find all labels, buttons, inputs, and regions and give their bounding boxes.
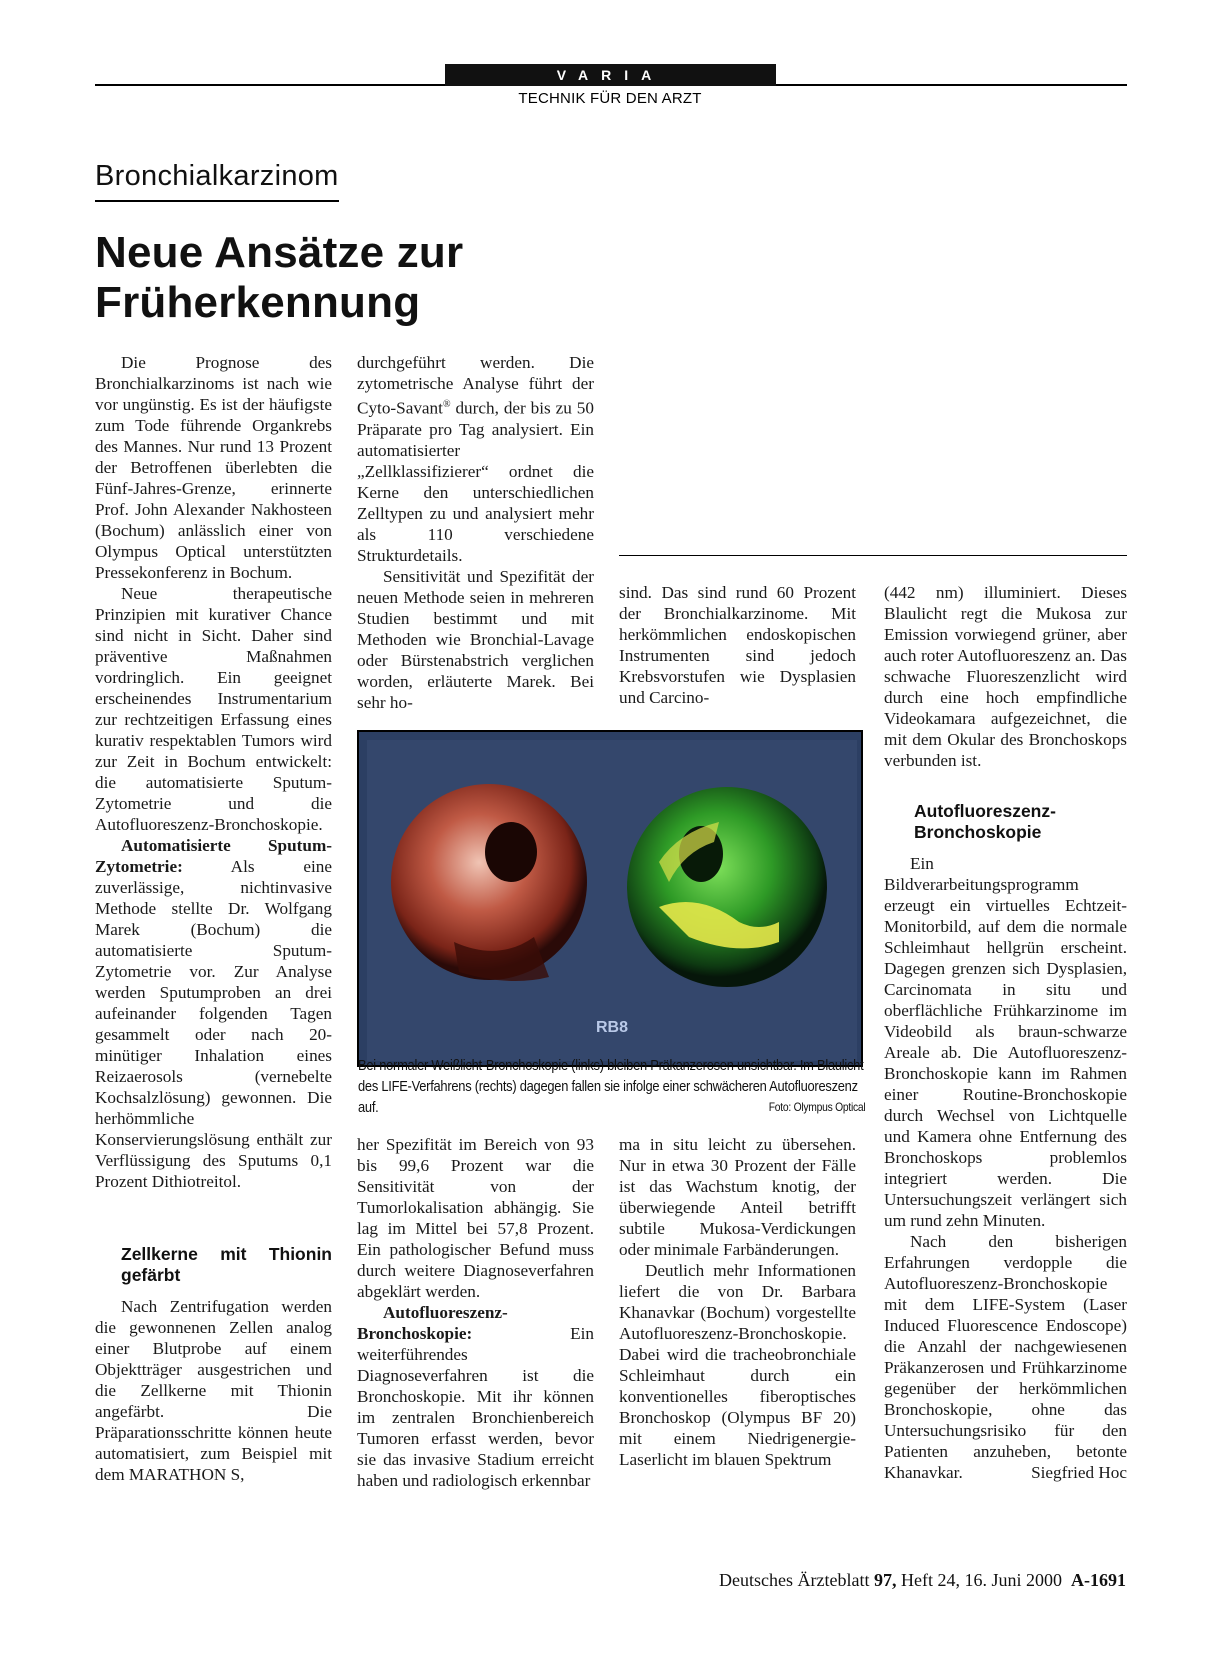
page-footer <box>719 1570 1126 1591</box>
section-label: VARIA <box>445 64 776 86</box>
volume: 97, <box>874 1570 897 1590</box>
paragraph: ma in situ leicht zu übersehen. Nur in etwa 30 Prozent der Fälle ist das Wachstum knotig, der überwiegende Anteil betrifft subtile Mukosa-Verdickungen oder minimale Farbänderungen. <box>619 1135 856 1259</box>
author: Siegfried Hoc <box>1031 1463 1127 1482</box>
column-1 <box>95 352 332 1485</box>
run-in-heading: Automatisierte Sputum-Zytometrie: <box>95 836 332 876</box>
column-2-top <box>357 352 594 713</box>
page-number: A-1691 <box>1071 1570 1126 1590</box>
paragraph: Ein Bildverarbeitungsprogramm erzeugt ein virtuelles Echtzeit-Monitorbild, auf dem die normale Schleimhaut hellgrün erscheint. Dagegen grenzen sich Dysplasien, Carcinomata in situ und oberflächliche Frühkarzinome im Videobild als braun-schwarze Areale ab. Die Autofluoreszenz-Bronchoskopie kann im Rahmen einer Routine-Bronchoskopie durch Wechsel von Lichtquelle und Kamera ohne Entfernung des Bronchoskops problemlos integriert werden. Die Untersuchungszeit verlängert sich um rund zehn Minuten. <box>884 854 1127 1230</box>
figure-label: RB8 <box>595 1019 629 1036</box>
issue-date: Heft 24, 16. Juni 2000 <box>896 1570 1062 1590</box>
journal-name: Deutsches Ärzteblatt <box>719 1570 874 1590</box>
photo-credit: Foto: Olympus Optical <box>768 1100 866 1114</box>
paragraph <box>95 835 332 1192</box>
paragraph-text: Als eine zuverlässige, nichtinvasive Methode stellte Dr. Wolfgang Marek (Bochum) die automatisierte Sputum-Zytometrie vor. Zur Analyse werden Sputumproben an drei aufeinander folgenden Tagen gesammelt oder nach 20-minütiger Inhalation eines Reizaerosols (vernebelte Kochsalzlösung) gewonnen. Die herhömmliche Konservierungslösung enthält zur Verflüssigung des Sputums 0,1 Prozent Dithiotreitol. <box>95 857 332 1191</box>
autofluorescence-view <box>627 787 827 987</box>
article-kicker: Bronchialkarzinom <box>95 160 339 192</box>
paragraph: sind. Das sind rund 60 Prozent der Bronchialkarzinome. Mit herkömmlichen endoskopischen Instrumenten sind jedoch Krebsvorstufen wie Dysplasien und Carcino- <box>619 583 856 707</box>
paragraph: Nach den bisherigen Erfahrungen verdopple die Autofluoreszenz-Bronchoskopie mit dem LIFE-System (Laser Induced Fluorescence Endoscope) die Anzahl der nachgewiesenen Präkanzerosen und Frühkarzinome gegenüber der herkömmlichen Bronchoskopie, ohne das Untersuchungsrisiko für den Patienten anzuheben, betonte Khanavkar. Siegfried Hoc <box>884 1232 1127 1482</box>
paragraph: Die Prognose des Bronchialkarzinoms ist nach wie vor ungünstig. Es ist der häufigste zum Tode führende Organkrebs des Mannes. Nur rund 13 Prozent der Betroffenen überlebten die Fünf-Jahres-Grenze, erinnerte Prof. John Alexander Nakhosteen (Bochum) anlässlich einer von Olympus Optical unterstützten Pressekonferenz in Bochum. <box>95 353 332 582</box>
paragraph: Neue therapeutische Prinzipien mit kurativer Chance sind nicht in Sicht. Daher sind präventive Maßnahmen vordringlich. Ein geeignet erscheinendes Instrumentarium zur rechtzeitigen Erfassung eines kurativ respektablen Tumors wird zur Zeit in Bochum entwickelt: die automatisierte Sputum-Zytometrie und die Autofluoreszenz-Bronchoskopie. <box>95 584 332 834</box>
column-3-top <box>619 582 856 708</box>
white-light-view <box>391 784 587 980</box>
paragraph: Nach Zentrifugation werden die gewonnenen Zellen analog einer Blutprobe auf einem Objektträger ausgestrichen und die Zellkerne mit Thionin angefärbt. Die Präparationsschritte können heute automatisiert, zum Beispiel mit dem MARATHON S, <box>95 1297 332 1484</box>
run-in-heading: Autofluoreszenz-Bronchoskopie: <box>357 1303 508 1343</box>
subsection-label: TECHNIK FÜR DEN ARZT <box>518 90 702 107</box>
paragraph: Deutlich mehr Informationen liefert die von Dr. Barbara Khanavkar (Bochum) vorgestellte Autofluoreszenz-Bronchoskopie. Dabei wird die tracheobronchiale Schleimhaut durch ein konventionelles fiberoptisches Bronchoskop (Olympus BF 20) mit einem Niedrigenergie-Laserlicht im blauen Spektrum <box>619 1261 856 1469</box>
title-line-1: Neue Ansätze zur <box>95 228 464 277</box>
section-heading: Zellkerne mit Thionin gefärbt <box>121 1244 332 1285</box>
title-line-2: Früherkennung <box>95 278 421 327</box>
article-title <box>95 228 615 328</box>
paragraph: durchgeführt werden. Die zytometrische Analyse führt der Cyto-Savant® durch, der bis zu 50 Präparate pro Tag analysiert. Ein automatisierter „Zellklassifizierer“ ordnet die Kerne den unterschiedlichen Zelltypen zu und analysiert mehr als 110 verschiedene Strukturdetails. <box>357 353 594 565</box>
paragraph: Sensitivität und Spezifität der neuen Methode seien in mehreren Studien bestimmt und mit Methoden wie Bronchial-Lavage oder Bürstenabstrich verglichen worden, erläuterte Marek. Bei sehr ho- <box>357 566 594 712</box>
figure-image <box>359 732 863 1067</box>
section-heading: Autofluoreszenz-Bronchoskopie <box>914 801 1056 842</box>
kicker-underline <box>95 200 339 202</box>
column-3-bottom <box>619 1134 856 1470</box>
paragraph: (442 nm) illuminiert. Dieses Blaulicht regt die Mukosa zur Emission vorwiegend grüner, aber auch roter Autofluoreszenz an. Das schwache Fluoreszenzlicht wird durch eine hoch empfindliche Videokamara aufgezeichnet, die mit dem Okular des Bronchoskops verbunden ist. <box>884 583 1127 770</box>
column-4 <box>884 582 1127 1483</box>
figure-caption <box>358 1055 865 1118</box>
bronchoscopy-figure <box>357 730 863 1067</box>
paragraph: her Spezifität im Bereich von 93 bis 99,6 Prozent war die Sensitivität von der Tumorlokalisation abhängig. Sie lag im Mittel bei 57,8 Prozent. Ein pathologischer Befund muss durch weitere Diagnoseverfahren abgeklärt werden. <box>357 1135 594 1301</box>
column-2-bottom <box>357 1134 594 1491</box>
column-rule <box>619 555 1127 556</box>
paragraph: Autofluoreszenz-Bronchoskopie: Ein weiterführendes Diagnoseverfahren ist die Bronchoskopie. Mit ihr können im zentralen Bronchienbereich Tumoren erfasst werden, bevor sie das invasive Stadium erreicht haben und radiologisch erkennbar <box>357 1303 594 1490</box>
caption-text: Bei normaler Weißlicht-Bronchoskopie (links) bleiben Präkanzerosen unsichtbar. Im Blaulicht des LIFE-Verfahrens (rechts) dagegen fallen sie infolge einer schwächeren Autofluoreszenz auf. <box>358 1057 864 1116</box>
